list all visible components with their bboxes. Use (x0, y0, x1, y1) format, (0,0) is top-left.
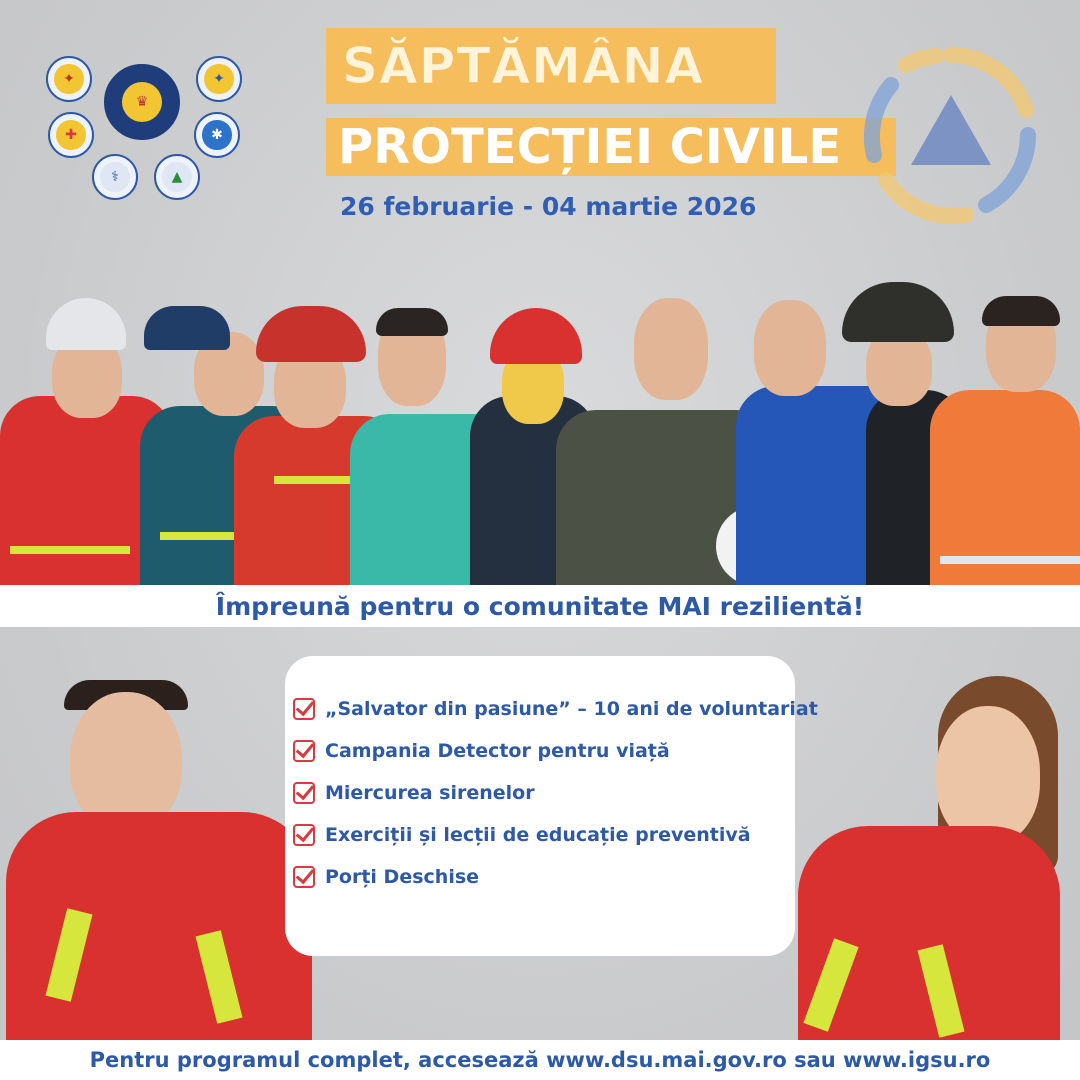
event-item (293, 772, 795, 814)
civil-protection-emblem (856, 40, 1046, 230)
title-banner-line2 (326, 118, 896, 176)
checkbox-icon (293, 740, 315, 762)
paramedic-orange-uniform (930, 296, 1080, 586)
event-dates: 26 februarie - 04 martie 2026 (340, 192, 757, 221)
slogan-strip (0, 585, 1080, 627)
county-crest-logo: ✦ (46, 56, 92, 102)
event-label: Exerciții și lecții de educație preventivă (325, 824, 751, 846)
event-item (293, 688, 818, 730)
team-lineup (0, 296, 1080, 586)
checkbox-icon (293, 824, 315, 846)
event-label: Miercurea sirenelor (325, 782, 535, 804)
paramedic-right (798, 676, 1070, 1040)
emergency-medical-logo: ✱ (194, 112, 240, 158)
slogan-text: Împreună pentru o comunitate MAI rezilientă! (215, 591, 865, 621)
checkbox-icon (293, 782, 315, 804)
checkbox-icon (293, 866, 315, 888)
title-line2: PROTECȚIEI CIVILE (338, 119, 842, 175)
department-logo: ✦ (196, 56, 242, 102)
footer-text: Pentru programul complet, accesează www.dsu.mai.gov.ro sau www.igsu.ro (89, 1048, 991, 1072)
paramedic-left (6, 672, 312, 1040)
title-banner-line1 (326, 28, 776, 104)
event-label: Campania Detector pentru viață (325, 740, 670, 762)
mountain-rescue-logo: ▲ (154, 154, 200, 200)
title-line1: SĂPTĂMÂNA (342, 37, 705, 95)
medical-service-logo: ⚕ (92, 154, 138, 200)
ministry-crest-logo: ♛ (104, 64, 180, 140)
event-item (293, 730, 795, 772)
event-label: „Salvator din pasiune” – 10 ani de voluntariat (325, 698, 818, 720)
event-label: Porți Deschise (325, 866, 480, 888)
ambulance-service-logo: ✚ (48, 112, 94, 158)
events-card (285, 656, 818, 956)
event-item (293, 814, 795, 856)
event-item (293, 856, 795, 898)
checkbox-icon (293, 698, 315, 720)
footer-strip (0, 1040, 1080, 1080)
